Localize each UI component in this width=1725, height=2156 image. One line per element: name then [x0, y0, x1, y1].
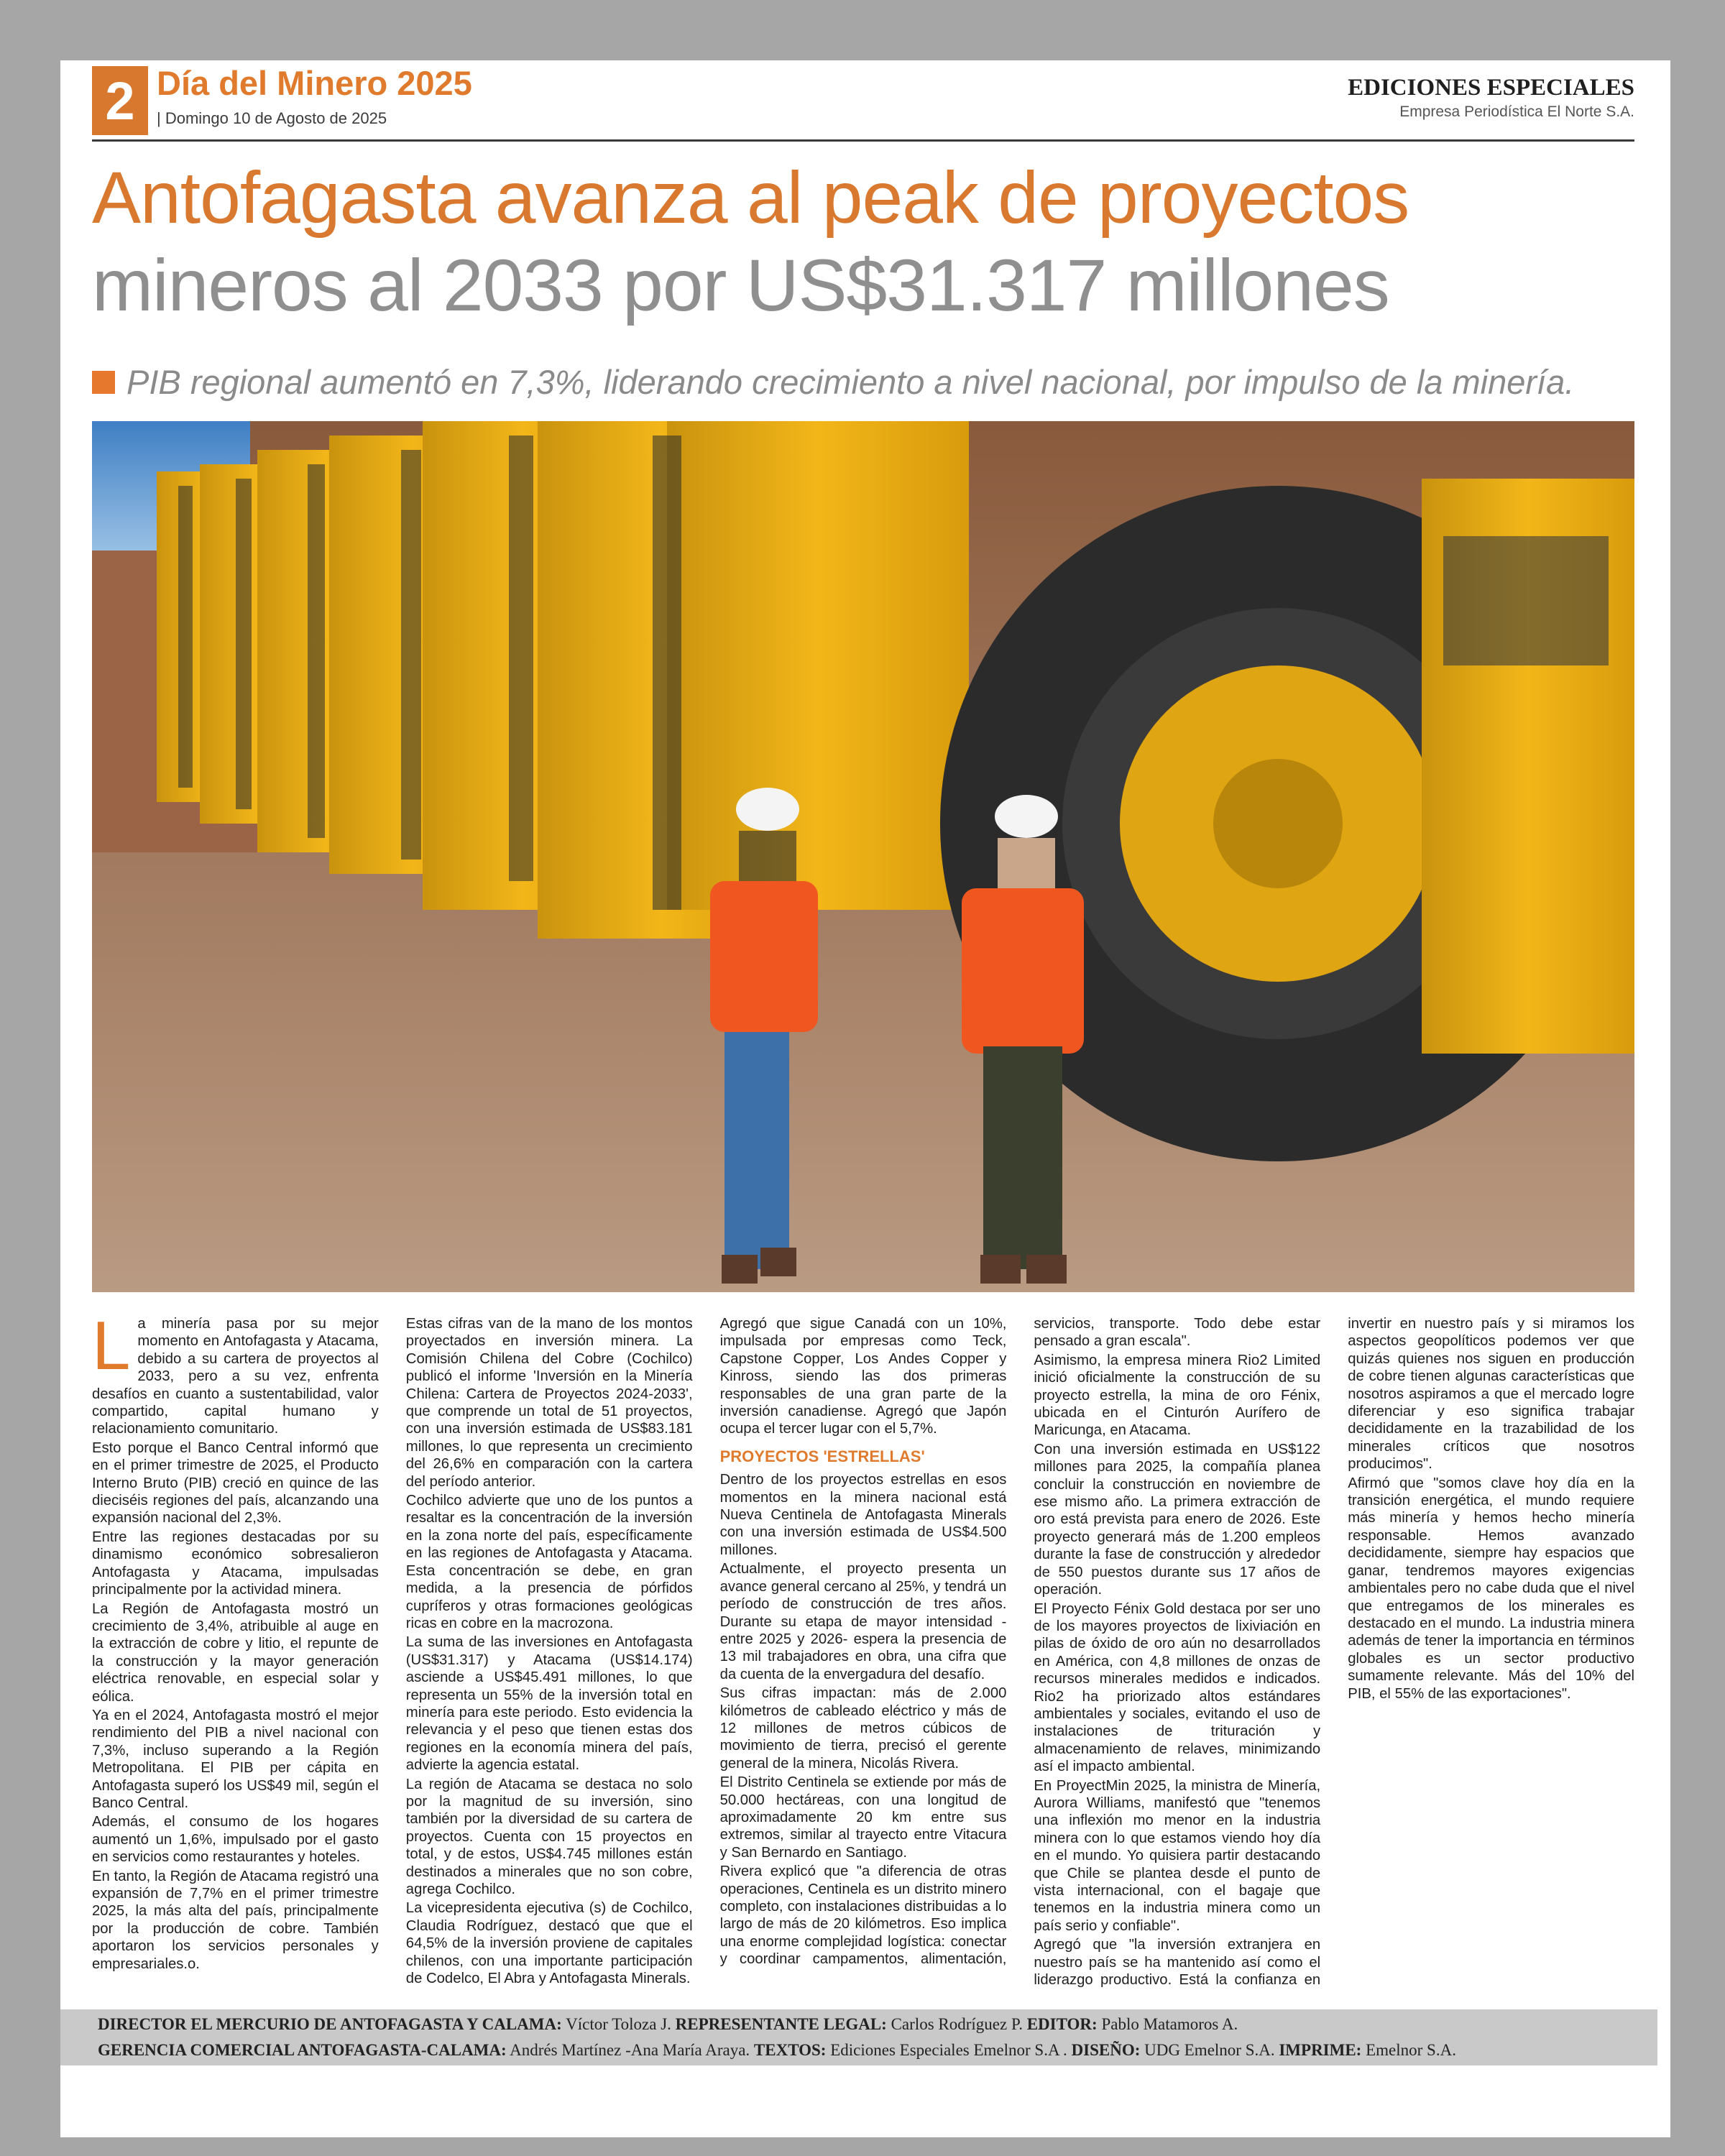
page-number-badge: 2 — [92, 66, 148, 135]
paragraph: Estas cifras van de la mano de los montos proyectados en inversión minera. La Comisión Chilena del Cobre (Cochilco) publicó el informe 'Inversión en la Minería Chilena: Cartera de Proyectos 2024-2033', que comprende un total de 51 proyectos, con una inversión estimada de US$83.181 millones, lo que representa un crecimiento del 26,6% en comparación con la cartera del período anterior. — [405, 1316, 693, 1490]
paragraph: La región de Atacama se destaca no solo por la magnitud de su inversión, sino también por la diversidad de su cartera de proyectos. Cuenta con 15 proyectos en total, y de estos, US$4.745 millones están destinados a minerales que no son cobre, agrega Cochilco. — [405, 1776, 693, 1897]
paragraph: Dentro de los proyectos estrellas en esos momentos en la minera nacional está Nueva Centinela de Antofagasta Minerals con una inversión estimada de US$4.500 millones. — [719, 1472, 1007, 1558]
newspaper-page — [60, 60, 1670, 2137]
article-body — [92, 1307, 1634, 1998]
paragraph: El Proyecto Fénix Gold destaca por ser uno de los mayores proyectos de lixiviación en pilas de óxido de oro aún no desarrollados en América, con 4,8 millones de onzas de recursos minerales medidos e indicados. Rio2 ha priorizado altos estándares ambientales y sociales, evitando el uso de instalaciones de trituración y almacenamiento de relaves, minimizando así el impacto ambiental. — [1034, 1600, 1321, 1775]
paragraph: El Distrito Centinela se extiende por más de 50.000 hectáreas, con una longitud de aproximadamente 20 km entre sus extremos, similar al trayecto entre Vitacura y San Bernardo en Santiago. — [719, 1774, 1007, 1861]
article-photo — [92, 421, 1634, 1292]
paragraph: En ProyectMin 2025, la ministra de Minería, Aurora Williams, manifestó que "tenemos una inflexión mo menor en la industria minera con lo que estamos viendo hoy día en el mundo. Yo quisiera partir destacando que Chile se plantea desde el punto de vista internacional, con el bagaje que tenemos en la industria minera como un país serio y confiable". — [1034, 1777, 1321, 1934]
dropcap: L — [92, 1307, 131, 1384]
paragraph: Entre las regiones destacadas por su dinamismo económico sobresalieron Antofagasta y Atacama, impulsadas principalmente por la actividad minera. — [92, 1529, 379, 1598]
publication-name: EDICIONES ESPECIALES — [1348, 75, 1634, 101]
paragraph: Cochilco advierte que uno de los puntos a resaltar es la concentración de la inversión en la zona norte del país, específicamente en las regiones de Antofagasta y Atacama. Esta concentración se debe, en gran medida, a la presencia de pórfidos cupríferos y otras formaciones geológicas ricas en cobre en la macrozona. — [405, 1493, 693, 1631]
section-subhead: PROYECTOS 'ESTRELLAS' — [719, 1447, 925, 1465]
paragraph: Además, el consumo de los hogares aumentó un 1,6%, impulsado por el gasto en servicios como restaurantes y hoteles. — [92, 1814, 379, 1866]
subtitle-bullet-icon — [92, 371, 115, 394]
publisher-name: Empresa Periodística El Norte S.A. — [1399, 103, 1634, 120]
paragraph: Rivera explicó que "a diferencia de otras operaciones, Centinela es un distrito minero completo, con instalaciones distribuidas a lo largo de más de 20 kilómetros. Eso implica una enorme complejidad logística: conectar y coordinar campamentos, alimentación, servicios, transporte. Todo debe estar pensado a gran escala". — [719, 1316, 1321, 1968]
paragraph: Ya en el 2024, Antofagasta mostró el mejor rendimiento del PIB a nivel nacional con 7,3%, incluso superando a la Región Metropolitana. El PIB per cápita en Antofagasta superó los US$49 mil, según el Banco Central. — [92, 1707, 379, 1811]
section-title: Día del Minero 2025 — [157, 64, 472, 102]
paragraph: Actualmente, el proyecto presenta un avance general cercano al 25%, y tendrá un período de construcción de tres años. Durante su etapa de mayor intensidad -entre 2025 y 2026- espera la presencia de 13 mil trabajadores en obra, una cifra que da cuenta de la envergadura del desafío. — [719, 1561, 1007, 1682]
paragraph: Afirmó que "somos clave hoy día en la transición energética, el mundo requiere más minería y hemos hecho minería responsable. Hemos avanzado decididamente, siempre hay espacios que ganar, tendremos mayores exigencias ambientales pero no cabe duda que el nivel que entregamos de los minerales es destacado en el mundo. La industria minera además de tener la importancia en términos globales es un sector productivo sumamente relevante. Más del 10% del PIB, el 55% de las exportaciones". — [1348, 1475, 1634, 1702]
paragraph: Sus cifras impactan: más de 2.000 kilómetros de cableado eléctrico y más de 12 millones de metros cúbicos de movimiento de tierra, precisó el gerente general de la minera, Nicolás Rivera. — [719, 1685, 1007, 1772]
credits-line-2: GERENCIA COMERCIAL ANTOFAGASTA-CALAMA: Andrés Martínez -Ana María Araya. TEXTOS: Ediciones Especiales Emelnor S.A . DISEÑO: UDG Emelnor S.A. IMPRIME: Emelnor S.A. — [98, 2041, 1456, 2059]
headline-line-1: Antofagasta avanza al peak de proyectos — [92, 157, 1409, 239]
paragraph: Esto porque el Banco Central informó que en el primer trimestre de 2025, el Producto Interno Bruto (PIB) creció en quince de las dieciséis regiones del país, alcanzando una expansión nacional del 2,3%. — [92, 1439, 379, 1526]
header-divider — [92, 139, 1634, 142]
subtitle: PIB regional aumentó en 7,3%, liderando crecimiento a nivel nacional, por impulso de la minería. — [126, 363, 1575, 401]
paragraph: La Región de Antofagasta mostró un crecimiento de 3,4%, atribuible al auge en la extracción de cobre y litio, el repunte de la construcción y la mayor generación eléctrica renovable, en especial solar y eólica. — [92, 1600, 379, 1705]
paragraph: La suma de las inversiones en Antofagasta (US$31.317) y Atacama (US$14.174) asciende a US$45.491 millones, lo que representa un 55% de la inversión total en minería para este periodo. Esto evidencia la relevancia y el peso que tienen estas dos regiones en la economía minera del país, advierte la agencia estatal. — [405, 1634, 693, 1774]
issue-date: | Domingo 10 de Agosto de 2025 — [157, 109, 387, 127]
paragraph-lead: La minería pasa por su mejor momento en Antofagasta y Atacama, debido a su cartera de proyectos al 2033, pero a su vez, enfrenta desafíos en cuanto a sustentabilidad, valor compartido, capital humano y relacionamiento comunitario. — [92, 1307, 379, 1437]
paragraph: Agregó que sigue Canadá con un 10%, impulsada por empresas como Teck, Capstone Copper, Los Andes Copper y Kinross, siendo las dos primeras responsables de una gran parte de la inversión canadiense. Agregó que Japón ocupa el tercer lugar con el 5,7%. — [719, 1316, 1007, 1437]
paragraph: Asimismo, la empresa minera Rio2 Limited inició oficialmente la construcción de su proyecto estrella, la mina de oro Fénix, ubicada en el Cinturón Aurífero de Maricunga, en Atacama. — [1034, 1352, 1321, 1439]
paragraph: Agregó que "la inversión extranjera en nuestro país se ha mantenido así como el liderazgo productivo. Está la confianza en invertir en nuestro país y si miramos los aspectos geopolíticos podemos ver que quizás quienes nos siguen en producción de cobre tienen algunas características que nosotros aspiramos a que el mercado logre diferenciar y eso significa trabajar decididamente en la trazabilidad de los minerales críticos que nosotros producimos". — [1034, 1316, 1634, 1989]
headline-line-2: mineros al 2033 por US$31.317 millones — [92, 244, 1389, 326]
credits-bar — [60, 2009, 1657, 2065]
paragraph: La vicepresidenta ejecutiva (s) de Cochilco, Claudia Rodríguez, destacó que que el 64,5% de la inversión proviene de capitales chilenos, con una importante participación de Codelco, El Abra y Antofagasta Minerals. — [405, 1900, 693, 1987]
credits-line-1: DIRECTOR EL MERCURIO DE ANTOFAGASTA Y CALAMA: Víctor Toloza J. REPRESENTANTE LEGAL: Carlos Rodríguez P. EDITOR: Pablo Matamoros A. — [98, 2015, 1238, 2033]
paragraph: En tanto, la Región de Atacama registró una expansión de 7,7% en el primer trimestre 2025, la más alta del país, principalmente por la producción de cobre. También aportaron los servicios personales y empresariales.o. — [92, 1868, 379, 1972]
paragraph: Con una inversión estimada en US$122 millones para 2025, la compañía planea concluir la construcción en noviembre de ese mismo año. La primera extracción de oro está prevista para enero de 2026. Este proyecto generará más de 1.200 empleos durante la fase de construcción y alrededor de 550 puestos durante sus 17 años de operación. — [1034, 1441, 1321, 1598]
